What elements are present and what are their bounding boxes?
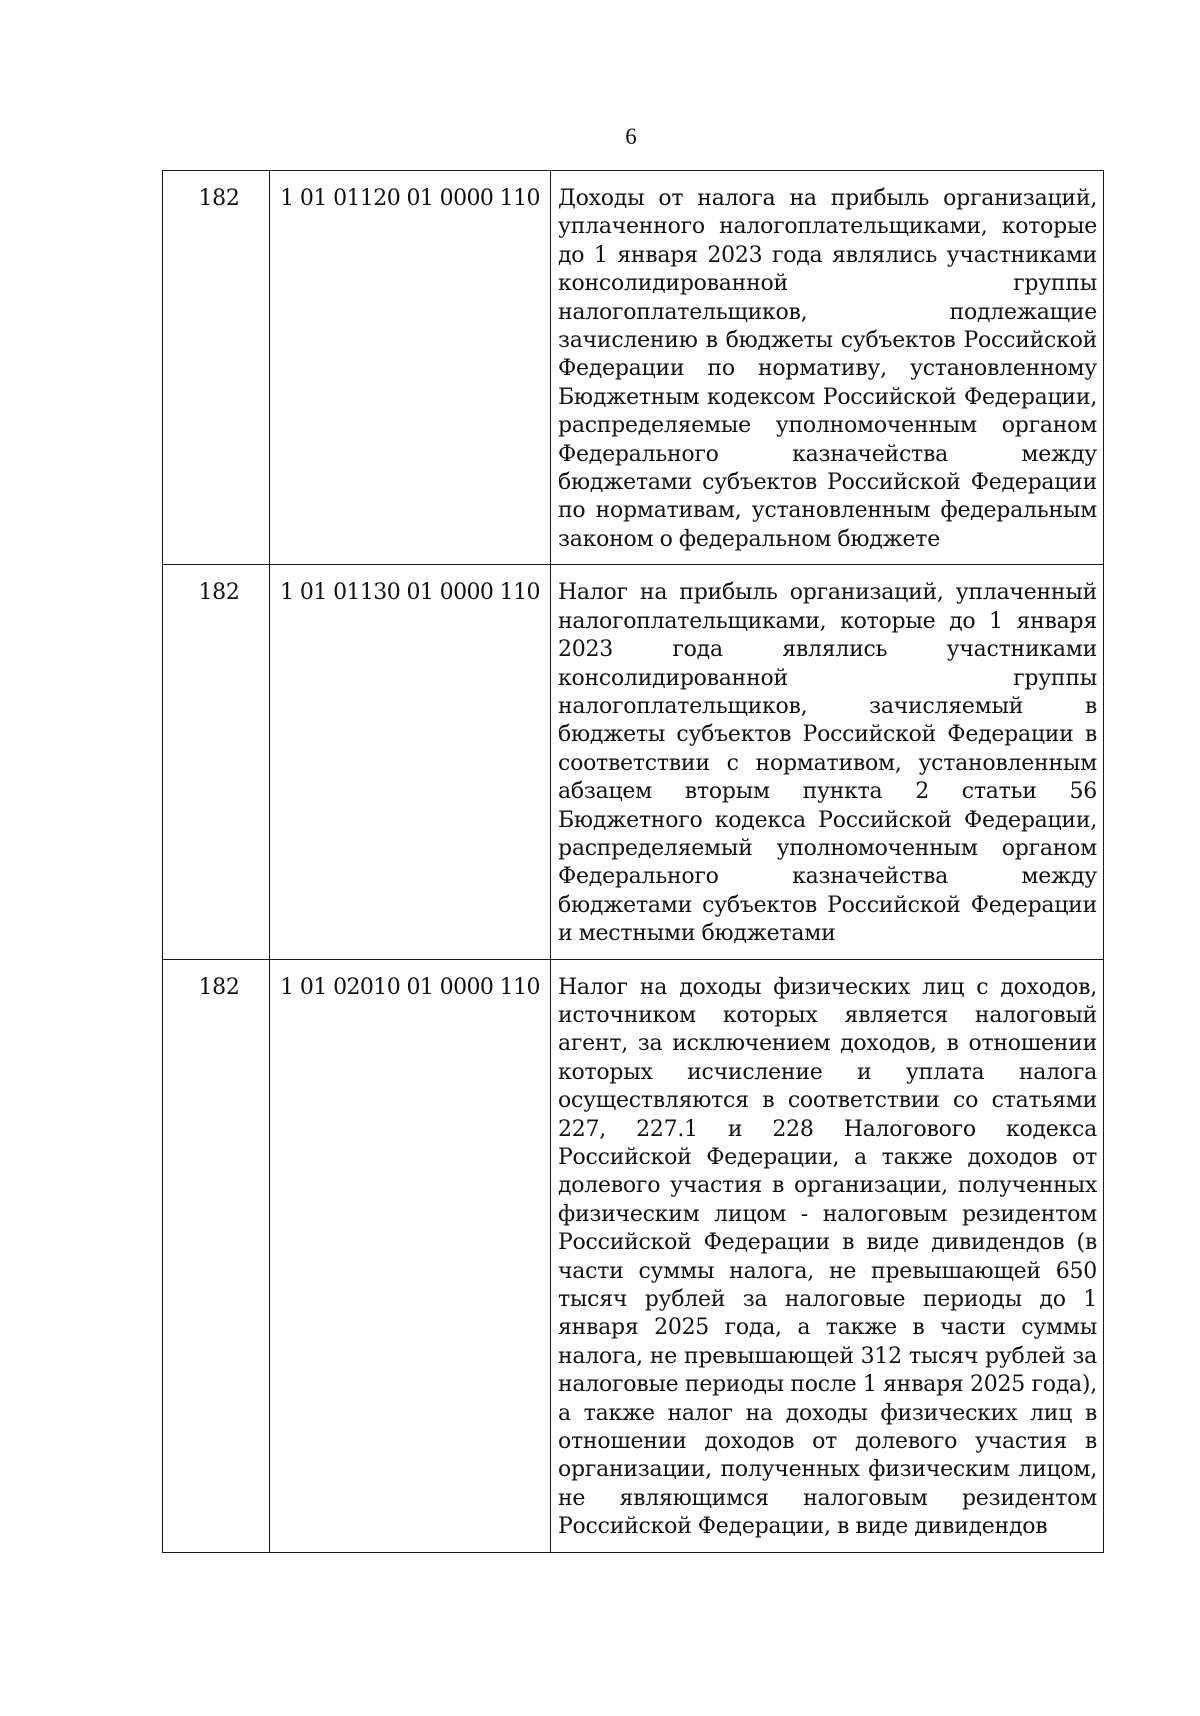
description-cell — [551, 565, 1104, 959]
budget-code: 1 01 01120 01 0000 110 — [280, 186, 540, 211]
budget-code-cell — [270, 959, 551, 1552]
admin-code-cell — [163, 565, 270, 959]
budget-classification-table — [162, 170, 1104, 1553]
income-description: Налог на прибыль организаций, уплаченный налогоплательщиками, которые до 1 января 2023 года являлись участниками консолидированной группы налогоплательщиков, зачисляемый в бюджеты субъектов Российской Федерации в соответствии с нормативом, установленным абзацем вторым пункта 2 статьи 56 Бюджетного кодекса Российской Федерации, распределяемый уполномоченным органом Федерального казначейства между бюджетами субъектов Российской Федерации и местными бюджетами — [558, 580, 1097, 947]
admin-code: 182 — [198, 580, 240, 606]
budget-code-cell — [270, 565, 551, 959]
admin-code: 182 — [198, 974, 240, 1000]
budget-code-cell — [270, 171, 551, 565]
income-description: Доходы от налога на прибыль организаций, уплаченного налогоплательщиками, которые до 1 января 2023 года являлись участниками консолидированной группы налогоплательщиков, подлежащие зачислению в бюджеты субъектов Российской Федерации по нормативу, установленному Бюджетным кодексом Российской Федерации, распределяемые уполномоченным органом Федерального казначейства между бюджетами субъектов Российской Федерации по нормативам, установленным федеральным законом о федеральном бюджете — [558, 186, 1097, 552]
admin-code-cell — [163, 171, 270, 565]
table-row — [163, 959, 1104, 1552]
admin-code-cell — [163, 959, 270, 1552]
page-number: 6 — [625, 124, 637, 149]
budget-code: 1 01 01130 01 0000 110 — [280, 580, 540, 606]
description-cell — [551, 959, 1104, 1552]
table-row — [163, 171, 1104, 565]
table-row — [163, 565, 1104, 959]
budget-code: 1 01 02010 01 0000 110 — [280, 974, 540, 1000]
description-cell — [551, 171, 1104, 565]
income-description: Налог на доходы физических лиц с доходов, источником которых является налоговый агент, за исключением доходов, в отношении которых исчисление и уплата налога осуществляются в соответствии со статьями 227, 227.1 и 228 Налогового кодекса Российской Федерации, а также доходов от долевого участия в организации, полученных физическим лицом - налоговым резидентом Российской Федерации в виде дивидендов (в части суммы налога, не превышающей 650 тысяч рублей за налоговые периоды до 1 января 2025 года, а также в части суммы налога, не превышающей 312 тысяч рублей за налоговые периоды после 1 января 2025 года), а также налог на доходы физических лиц в отношении доходов от долевого участия в организации, полученных физическим лицом, не являющимся налоговым резидентом Российской Федерации, в виде дивидендов — [558, 974, 1097, 1540]
admin-code: 182 — [198, 186, 240, 211]
